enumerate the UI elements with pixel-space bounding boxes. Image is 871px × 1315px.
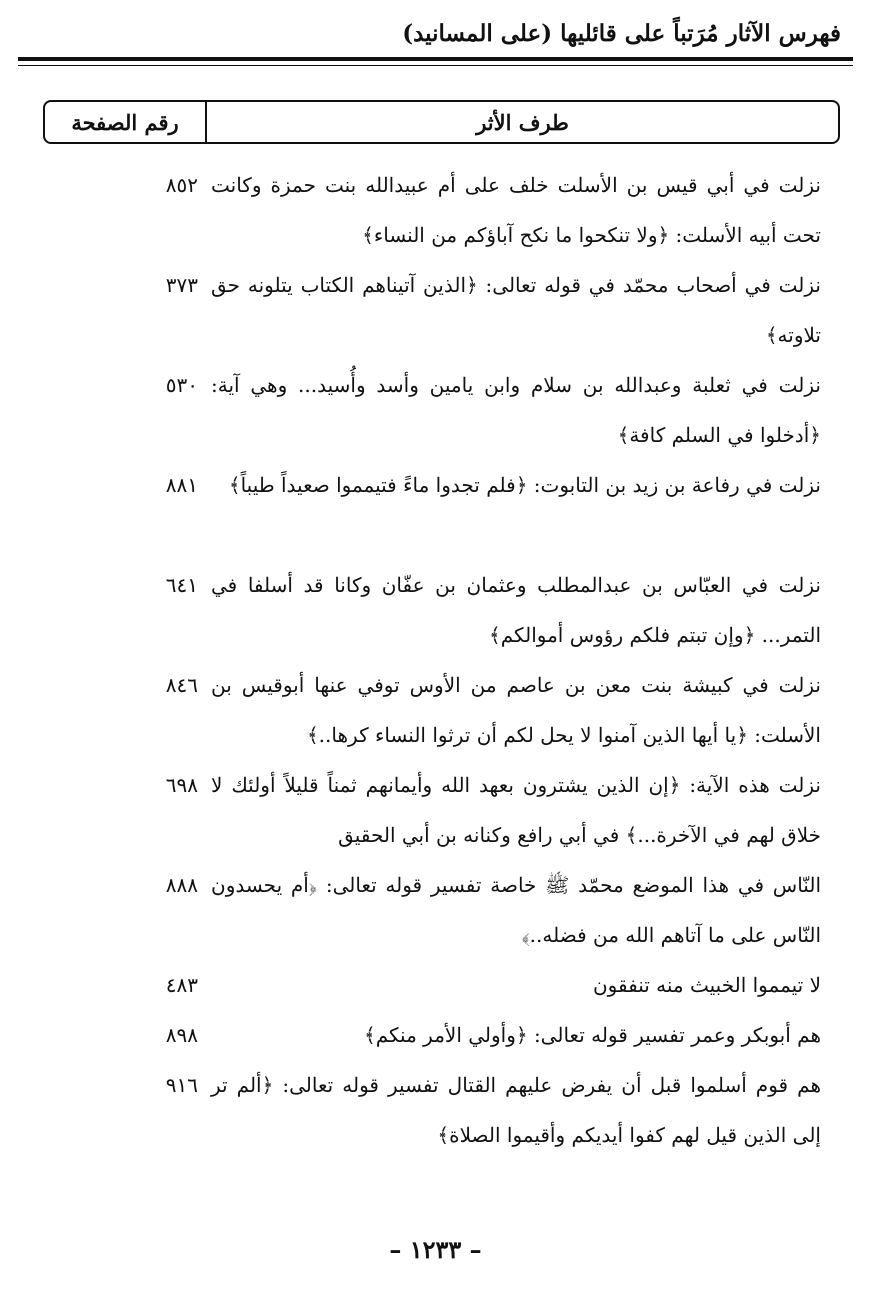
entry-text: لا تيمموا الخبيث منه تنفقون [592, 973, 821, 997]
entry-text: النّاس في هذا الموضع محمّد ﷺ خاصة تفسير قوله تعالى: ﴿أم يحسدون النّاس على ما آتاهم الله من فضله..﴾ [211, 873, 821, 947]
entry-text: نزلت هذه الآية: ﴿إن الذين يشترون بعهد الله وأيمانهم ثمناً قليلاً أولئك لا خلاق لهم في الآخرة...﴾ في أبي رافع وكنانه بن أبي الحقيق [211, 773, 821, 847]
entry-text: نزلت في ثعلبة وعبدالله بن سلام وابن يامين وأسد وأُسيد... وهي آية: ﴿أدخلوا في السلم كافة﴾ [211, 373, 821, 447]
column-header-page: رقم الصفحة [45, 102, 207, 142]
entry-text: نزلت في العبّاس بن عبدالمطلب وعثمان بن عفّان وكانا قد أسلفا في التمر... ﴿وإن تبتم فلكم رؤوس أموالكم﴾ [211, 573, 821, 647]
entry-text: نزلت في أصحاب محمّد في قوله تعالى: ﴿الذين آتيناهم الكتاب يتلونه حق تلاوته﴾ [211, 273, 821, 347]
entry-text: نزلت في كبيشة بنت معن بن عاصم من الأوس توفي عنها أبوقيس بن الأسلت: ﴿يا أيها الذين آمنوا لا يحل لكم أن ترثوا النساء كرها..﴾ [211, 673, 821, 747]
entry-page-number: ٦٤١ [165, 573, 198, 597]
entry-text: هم أبوبكر وعمر تفسير قوله تعالى: ﴿وأولي الأمر منكم﴾ [363, 1023, 821, 1047]
entry-page-number: ٤٨٣ [165, 973, 198, 997]
entry-page-number: ٦٩٨ [165, 773, 198, 797]
entry-page-number: ٨٤٦ [165, 673, 198, 697]
entry-page-number: ٨٨١ [165, 473, 198, 497]
running-head: فهرس الآثار مُرَتباً على قائليها (على المسانيد) [402, 20, 841, 47]
entry-page-number: ٨٩٨ [165, 1023, 198, 1047]
header-rule-thin [18, 65, 853, 66]
page-number: – ١٢٣٣ – [389, 1235, 482, 1264]
entry-page-number: ٨٨٨ [165, 873, 198, 897]
column-header-athar: طرف الأثر [476, 109, 569, 135]
entry-text: نزلت في رفاعة بن زيد بن التابوت: ﴿فلم تجدوا ماءً فتيمموا صعيداً طيباً﴾ [228, 473, 821, 497]
entry-text: هم قوم أسلموا قبل أن يفرض عليهم القتال تفسير قوله تعالى: ﴿ألم تر إلى الذين قيل لهم كفوا أيديكم وأقيموا الصلاة﴾ [211, 1073, 821, 1147]
entry-page-number: ٨٥٢ [165, 173, 198, 197]
header-rule-thick [18, 57, 853, 61]
entry-page-number: ٩١٦ [165, 1073, 198, 1097]
table-header [43, 100, 840, 144]
entry-page-number: ٣٧٣ [165, 273, 198, 297]
entry-text: نزلت في أبي قيس بن الأسلت خلف على أم عبيدالله بنت حمزة وكانت تحت أبيه الأسلت: ﴿ولا تنكحوا ما نكح آباؤكم من النساء﴾ [211, 173, 821, 247]
entry-page-number: ٥٣٠ [165, 373, 198, 397]
